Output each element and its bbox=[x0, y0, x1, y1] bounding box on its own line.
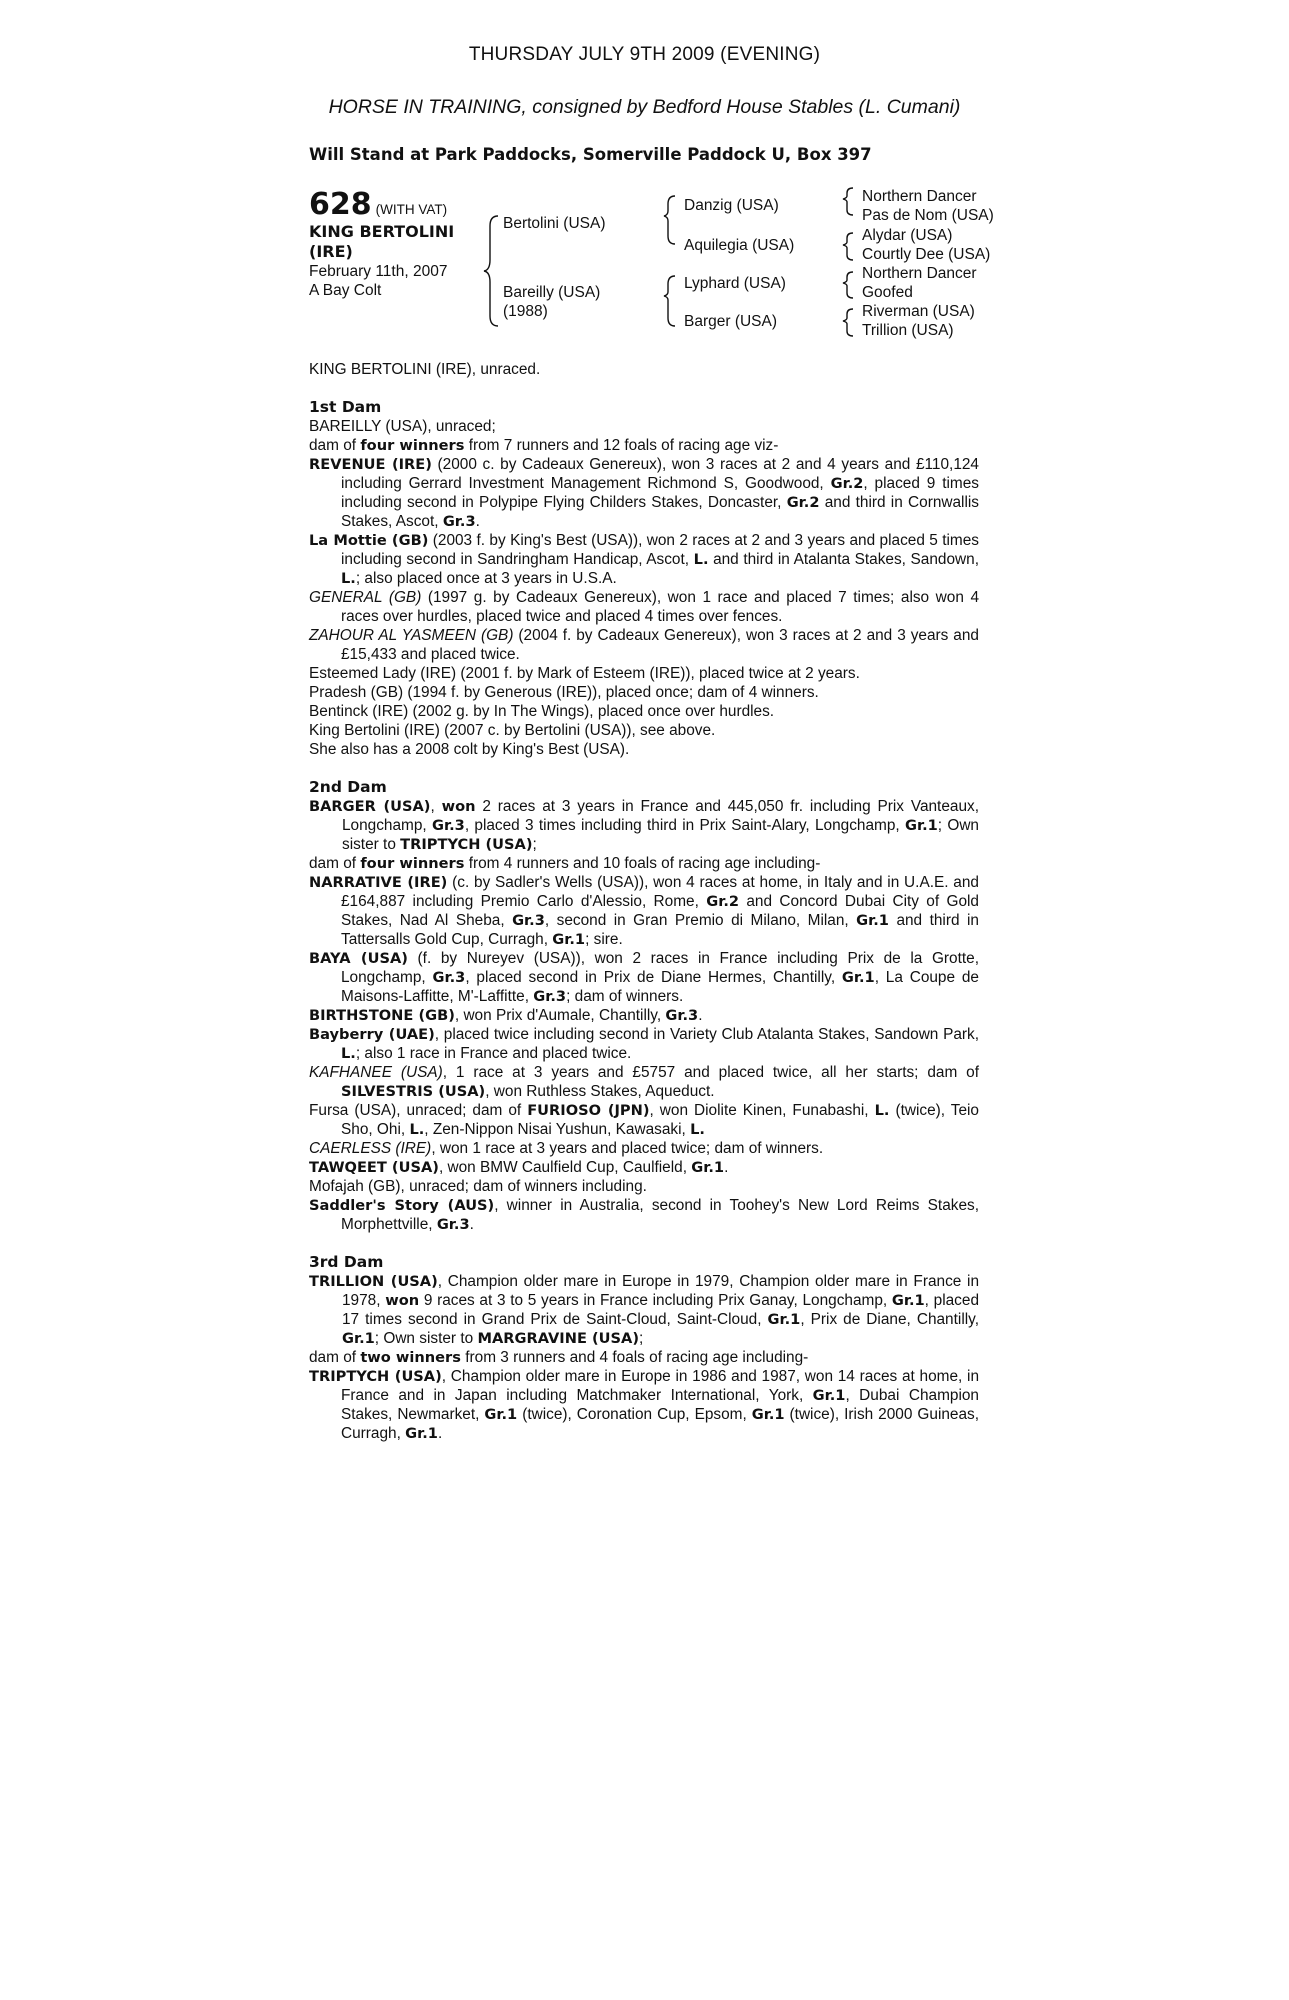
produce-zahour: ZAHOUR AL YASMEEN (GB) (2004 f. by Cadeaux Genereux), won 3 races at 2 and 3 years and £15,433 and placed twice. bbox=[309, 627, 979, 663]
sire-dam: Aquilegia (USA) bbox=[684, 237, 795, 254]
first-dam-heading: 1st Dam bbox=[309, 398, 382, 416]
produce-esteemed-lady: Esteemed Lady (IRE) (2001 f. by Mark of Esteem (IRE)), placed twice at 2 years. bbox=[309, 665, 860, 682]
third-dam-produce-summary: dam of two winners from 3 runners and 4 foals of racing age including- bbox=[309, 1349, 809, 1366]
produce-pradesh: Pradesh (GB) (1994 f. by Generous (IRE)), placed once; dam of 4 winners. bbox=[309, 684, 819, 701]
produce-saddlers-story: Saddler's Story (AUS), winner in Australia, second in Toohey's New Lord Reims Stakes, Morphettville, Gr.3. bbox=[309, 1197, 979, 1233]
dam-dam: Barger (USA) bbox=[684, 313, 778, 330]
produce-fursa: Fursa (USA), unraced; dam of FURIOSO (JPN), won Diolite Kinen, Funabashi, L. (twice), Teio Sho, Ohi, L., Zen-Nippon Nisai Yushun, Kawasaki, L. bbox=[309, 1102, 979, 1138]
second-dam-heading: 2nd Dam bbox=[309, 778, 387, 796]
produce-caerless: CAERLESS (IRE), won 1 race at 3 years and placed twice; dam of winners. bbox=[309, 1140, 824, 1157]
produce-king-bertolini: King Bertolini (IRE) (2007 c. by Bertolini (USA)), see above. bbox=[309, 722, 716, 739]
dam-year: (1988) bbox=[503, 303, 548, 320]
horse-name-line1: KING BERTOLINI bbox=[309, 222, 455, 241]
gg-2: Pas de Nom (USA) bbox=[862, 207, 994, 224]
produce-tawqeet: TAWQEET (USA), won BMW Caulfield Cup, Caulfield, Gr.1. bbox=[309, 1159, 729, 1176]
produce-mofajah: Mofajah (GB), unraced; dam of winners including. bbox=[309, 1178, 647, 1195]
gg-6: Goofed bbox=[862, 284, 913, 301]
pedigree-brackets bbox=[0, 0, 1289, 360]
horse-name-line2: (IRE) bbox=[309, 242, 353, 261]
gg-4: Courtly Dee (USA) bbox=[862, 246, 991, 263]
second-dam-section bbox=[309, 778, 979, 1234]
intro-line: KING BERTOLINI (IRE), unraced. bbox=[309, 361, 541, 378]
gg-1: Northern Dancer bbox=[862, 188, 977, 205]
produce-birthstone: BIRTHSTONE (GB), won Prix d'Aumale, Chantilly, Gr.3. bbox=[309, 1007, 703, 1024]
gg-7: Riverman (USA) bbox=[862, 303, 975, 320]
third-dam-record: TRILLION (USA), Champion older mare in Europe in 1979, Champion older mare in France in 1978, won 9 races at 3 to 5 years in France including Prix Ganay, Longchamp, Gr.1, placed 17 times second in Grand Prix de Saint-Cloud, Saint-Cloud, Gr.1, Prix de Diane, Chantilly, Gr.1; Own sister to MARGRAVINE (USA); bbox=[309, 1273, 980, 1347]
first-dam-record: dam of four winners from 7 runners and 12 foals of racing age viz- bbox=[309, 437, 779, 454]
date-of-birth: February 11th, 2007 bbox=[309, 263, 448, 280]
second-dam-record: BARGER (USA), won 2 races at 3 years in France and 445,050 fr. including Prix Vanteaux, Longchamp, Gr.3, placed 3 times including third in Prix Saint-Alary, Longchamp, Gr.1; Own sister to TRIPTYCH (USA); bbox=[309, 798, 979, 853]
lot-number: 628 bbox=[309, 187, 372, 222]
third-dam-section bbox=[309, 1253, 979, 1443]
gg-3: Alydar (USA) bbox=[862, 227, 953, 244]
sire-sire: Danzig (USA) bbox=[684, 197, 779, 214]
produce-triptych: TRIPTYCH (USA), Champion older mare in Europe in 1986 and 1987, won 14 races at home, in France and in Japan including Matchmaker International, York, Gr.1, Dubai Champion Stakes, Newmarket, Gr.1 (twice), Coronation Cup, Epsom, Gr.1 (twice), Irish 2000 Guineas, Curragh, Gr.1. bbox=[309, 1368, 980, 1442]
stand-location: Will Stand at Park Paddocks, Somerville Paddock U, Box 397 bbox=[309, 145, 872, 164]
first-dam-also: She also has a 2008 colt by King's Best (USA). bbox=[309, 741, 630, 758]
vat-note: (WITH VAT) bbox=[375, 202, 448, 217]
dam: Bareilly (USA) bbox=[503, 284, 601, 301]
produce-narrative: NARRATIVE (IRE) (c. by Sadler's Wells (USA)), won 4 races at home, in Italy and in U.A.E. and £164,887 including Premio Carlo d'Alessio, Rome, Gr.2 and Concord Dubai City of Gold Stakes, Nad Al Sheba, Gr.3, second in Gran Premio di Milano, Milan, Gr.1 and third in Tattersalls Gold Cup, Curragh, Gr.1; sire. bbox=[309, 874, 979, 948]
dam-sire: Lyphard (USA) bbox=[684, 275, 786, 292]
produce-general: GENERAL (GB) (1997 g. by Cadeaux Genereux), won 1 race and placed 7 times; also won 4 races over hurdles, placed twice and placed 4 times over fences. bbox=[309, 589, 980, 625]
first-dam-name: BAREILLY (USA), unraced; bbox=[309, 418, 496, 435]
gg-8: Trillion (USA) bbox=[862, 322, 954, 339]
second-dam-produce-summary: dam of four winners from 4 runners and 10 foals of racing age including- bbox=[309, 855, 821, 872]
first-dam-section bbox=[309, 398, 979, 759]
produce-kafhanee: KAFHANEE (USA), 1 race at 3 years and £5757 and placed twice, all her starts; dam of SILVESTRIS (USA), won Ruthless Stakes, Aqueduct. bbox=[309, 1064, 979, 1100]
produce-bayberry: Bayberry (UAE), placed twice including second in Variety Club Atalanta Stakes, Sandown Park, L.; also 1 race in France and placed twice. bbox=[309, 1026, 979, 1062]
produce-la-mottie: La Mottie (GB) (2003 f. by King's Best (USA)), won 2 races at 2 and 3 years and placed 5 times including second in Sandringham Handicap, Ascot, L. and third in Atalanta Stakes, Sandown, L.; also placed once at 3 years in U.S.A. bbox=[309, 532, 980, 587]
produce-bentinck: Bentinck (IRE) (2002 g. by In The Wings), placed once over hurdles. bbox=[309, 703, 775, 720]
sale-date: THURSDAY JULY 9TH 2009 (EVENING) bbox=[468, 44, 821, 65]
catalogue-text bbox=[309, 360, 979, 1462]
third-dam-heading: 3rd Dam bbox=[309, 1253, 384, 1271]
produce-baya: BAYA (USA) (f. by Nureyev (USA)), won 2 races in France including Prix de la Grotte, Longchamp, Gr.3, placed second in Prix de Diane Hermes, Chantilly, Gr.1, La Coupe de Maisons-Laffitte, M'-Laffitte, Gr.3; dam of winners. bbox=[309, 950, 980, 1005]
consignment-line: HORSE IN TRAINING, consigned by Bedford House Stables (L. Cumani) bbox=[328, 96, 961, 118]
produce-revenue: REVENUE (IRE) (2000 c. by Cadeaux Genereux), won 3 races at 2 and 4 years and £110,124 including Gerrard Investment Management Richmond S, Goodwood, Gr.2, placed 9 times including second in Polypipe Flying Childers Stakes, Doncaster, Gr.2 and third in Cornwallis Stakes, Ascot, Gr.3. bbox=[309, 456, 980, 530]
horse-description: A Bay Colt bbox=[309, 282, 382, 299]
gg-5: Northern Dancer bbox=[862, 265, 977, 282]
sire: Bertolini (USA) bbox=[503, 215, 606, 232]
